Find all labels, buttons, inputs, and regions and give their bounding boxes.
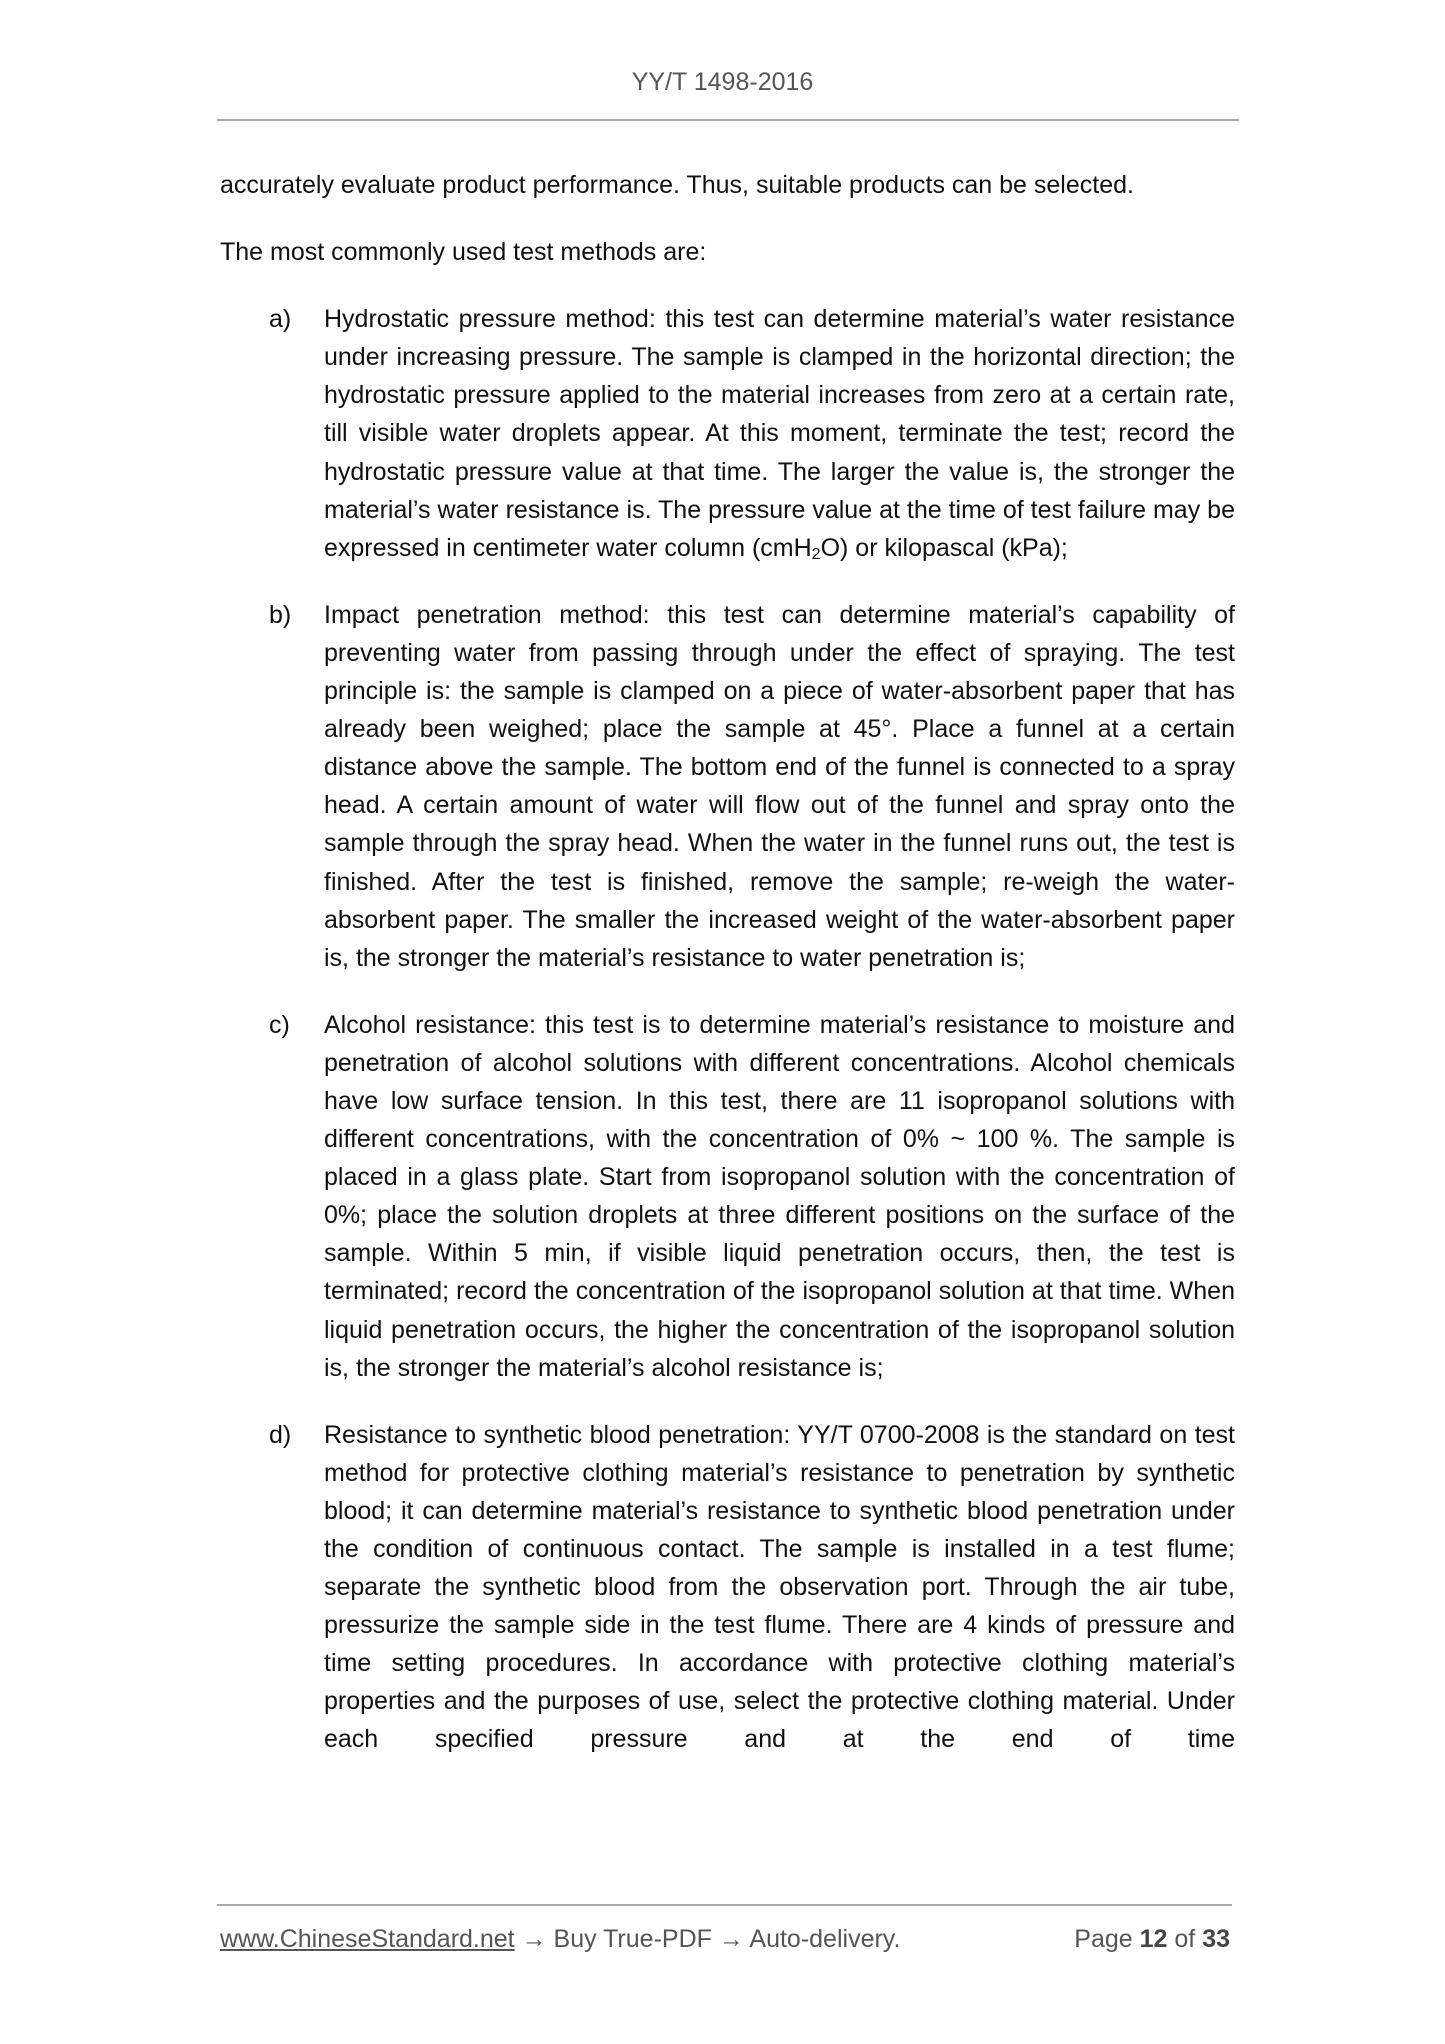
document-body [220, 166, 1235, 1788]
intro-paragraph: accurately evaluate product performance. Thus, suitable products can be selected. [220, 171, 1134, 199]
of-word: of [1174, 1925, 1196, 1953]
page-word: Page [1074, 1925, 1133, 1953]
list-item-label: c) [269, 1010, 290, 1039]
document-header: YY/T 1498-2016 [631, 68, 814, 96]
list-item-label: b) [269, 600, 292, 629]
footer-divider [217, 1904, 1232, 1906]
list-item-text: Alcohol resistance: this test is to determine material’s resistance to moisture and penetration of alcohol solutions with different concentrations. Alcohol chemicals have low surface tension. In this test, there are 11 isopropanol solutions with different concentrations, with the concentration of 0% ~ 100 %. The sample is placed in a glass plate. Start from isopropanol solution with the concentration of 0%; place the solution droplets at three different positions on the surface of the sample. Within 5 min, if visible liquid penetration occurs, then, the test is terminated; record the concentration of the isopropanol solution at that time. When liquid penetration occurs, the higher the concentration of the isopropanol solution is, the stronger the material’s alcohol resistance is; [324, 1010, 1235, 1382]
lead-paragraph: The most commonly used test methods are: [220, 238, 707, 267]
list-item [220, 1006, 1235, 1387]
list-item-text: Hydrostatic pressure method: this test can determine material’s water resistance under increasing pressure. The sample is clamped in the horizontal direction; the hydrostatic pressure applied to the material increases from zero at a certain rate, till visible water droplets appear. At this moment, terminate the test; record the hydrostatic pressure value at that time. The larger the value is, the stronger the material’s water resistance is. The pressure value at the time of test failure may be expressed in centimeter water column (cmH [324, 305, 1235, 562]
list-item [220, 300, 1235, 567]
list-item-label: d) [269, 1420, 292, 1449]
list-item-label: a) [269, 305, 292, 334]
list-item-text: Resistance to synthetic blood penetration: YY/T 0700-2008 is the standard on test method for protective clothing material’s resistance to penetration by synthetic blood; it can determine material’s resistance to synthetic blood penetration under the condition of continuous contact. The sample is installed in a test flume; separate the synthetic blood from the observation port. Through the air tube, pressurize the sample side in the test flume. There are 4 kinds of pressure and time setting procedures. In accordance with protective clothing material’s properties and the purposes of use, select the protective clothing material. Under each specified pressure and at the end of time [324, 1420, 1235, 1754]
page-total: 33 [1202, 1925, 1230, 1953]
page-indicator [1074, 1925, 1230, 1954]
list-item [220, 596, 1235, 977]
footer-text: → Buy True-PDF → Auto-delivery. [514, 1925, 901, 1953]
list-item-text: Impact penetration method: this test can determine material’s capability of preventing water from passing through under the effect of spraying. The test principle is: the sample is clamped on a piece of water-absorbent paper that has already been weighed; place the sample at 45°. Place a funnel at a certain distance above the sample. The bottom end of the funnel is connected to a spray head. A certain amount of water will flow out of the funnel and spray onto the sample through the spray head. When the water in the funnel runs out, the test is finished. After the test is finished, remove the sample; re-weigh the water-absorbent paper. The smaller the increased weight of the water-absorbent paper is, the stronger the material’s resistance to water penetration is; [324, 600, 1235, 972]
footer [220, 1925, 1230, 1954]
page-number: 12 [1139, 1925, 1168, 1953]
list-item-text-end: O) or kilopascal (kPa); [820, 533, 1068, 562]
subscript: 2 [811, 545, 821, 563]
website-link[interactable]: www.ChineseStandard.net [220, 1925, 515, 1953]
header-divider [217, 119, 1239, 121]
list-item [220, 1416, 1235, 1759]
